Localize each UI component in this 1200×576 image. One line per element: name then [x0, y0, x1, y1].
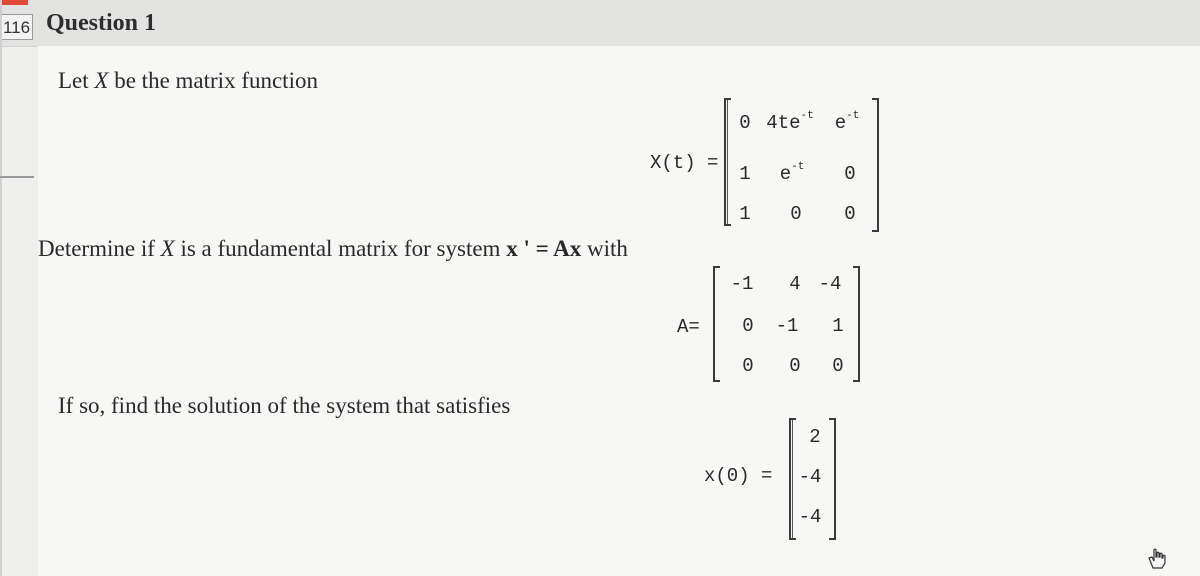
vector-x0-cell: 2: [809, 426, 821, 448]
matrix-a-cell: -4: [818, 273, 842, 295]
matrix-x-cell: $e^{-t}$: [834, 110, 860, 134]
matrix-a-label: A=: [677, 316, 700, 338]
matrix-x-cell: $e^{-t}$: [779, 161, 805, 185]
determine-text1: Determine if: [38, 236, 161, 261]
vector-x0-label: x(0) =: [704, 465, 773, 487]
matrix-x-cell: 1: [739, 163, 751, 185]
determine-equation: x ' = Ax: [506, 236, 582, 261]
matrix-x-cell: 0: [790, 203, 802, 225]
intro-var: X: [94, 68, 109, 93]
matrix-a-cell: 0: [832, 355, 844, 377]
determine-text3: with: [581, 236, 628, 261]
matrix-a-cell: -1: [730, 273, 754, 295]
matrix-x-label: X(t) =: [650, 152, 719, 174]
intro-text-before: Let: [58, 68, 95, 93]
matrix-a-cell: 1: [832, 315, 844, 337]
determine-text2: is a fundamental matrix for system: [174, 236, 507, 261]
matrix-x-cell: $4te^{-t}$: [766, 110, 814, 134]
matrix-x-cell: 1: [739, 203, 751, 225]
vector-x0-cell: -4: [798, 506, 822, 528]
matrix-a-cell: 4: [789, 273, 801, 295]
question-number[interactable]: 116: [0, 14, 33, 40]
left-border: [0, 0, 2, 576]
matrix-a-cell: 0: [742, 355, 754, 377]
question-title: Question 1: [46, 10, 157, 36]
matrix-a-cell: 0: [789, 355, 801, 377]
flag-marker: [0, 0, 28, 5]
matrix-x-cell: 0: [844, 203, 856, 225]
vector-x0-left-bracket: [789, 418, 796, 540]
matrix-a-cell: -1: [775, 315, 799, 337]
determine-var: X: [160, 236, 175, 261]
matrix-x-right-bracket: [872, 98, 879, 232]
matrix-x-cell: 0: [844, 163, 856, 185]
question-body: [38, 46, 1200, 576]
cursor-icon: [1147, 548, 1167, 570]
matrix-a-left-bracket: [713, 266, 720, 382]
matrix-a-cell: 0: [742, 315, 754, 337]
intro-text-after: be the matrix function: [108, 68, 318, 93]
left-marker: [0, 176, 34, 178]
question-header: [0, 0, 1200, 47]
matrix-x-cell: 0: [739, 112, 751, 134]
vector-x0-cell: -4: [798, 466, 822, 488]
matrix-a-right-bracket: [853, 266, 860, 382]
intro-text: [58, 68, 318, 94]
vector-x0-right-bracket: [829, 418, 836, 540]
determine-text: [38, 236, 628, 262]
if-so-text: If so, find the solution of the system that satisfies: [58, 393, 511, 418]
matrix-x-left-bracket: [724, 98, 731, 226]
